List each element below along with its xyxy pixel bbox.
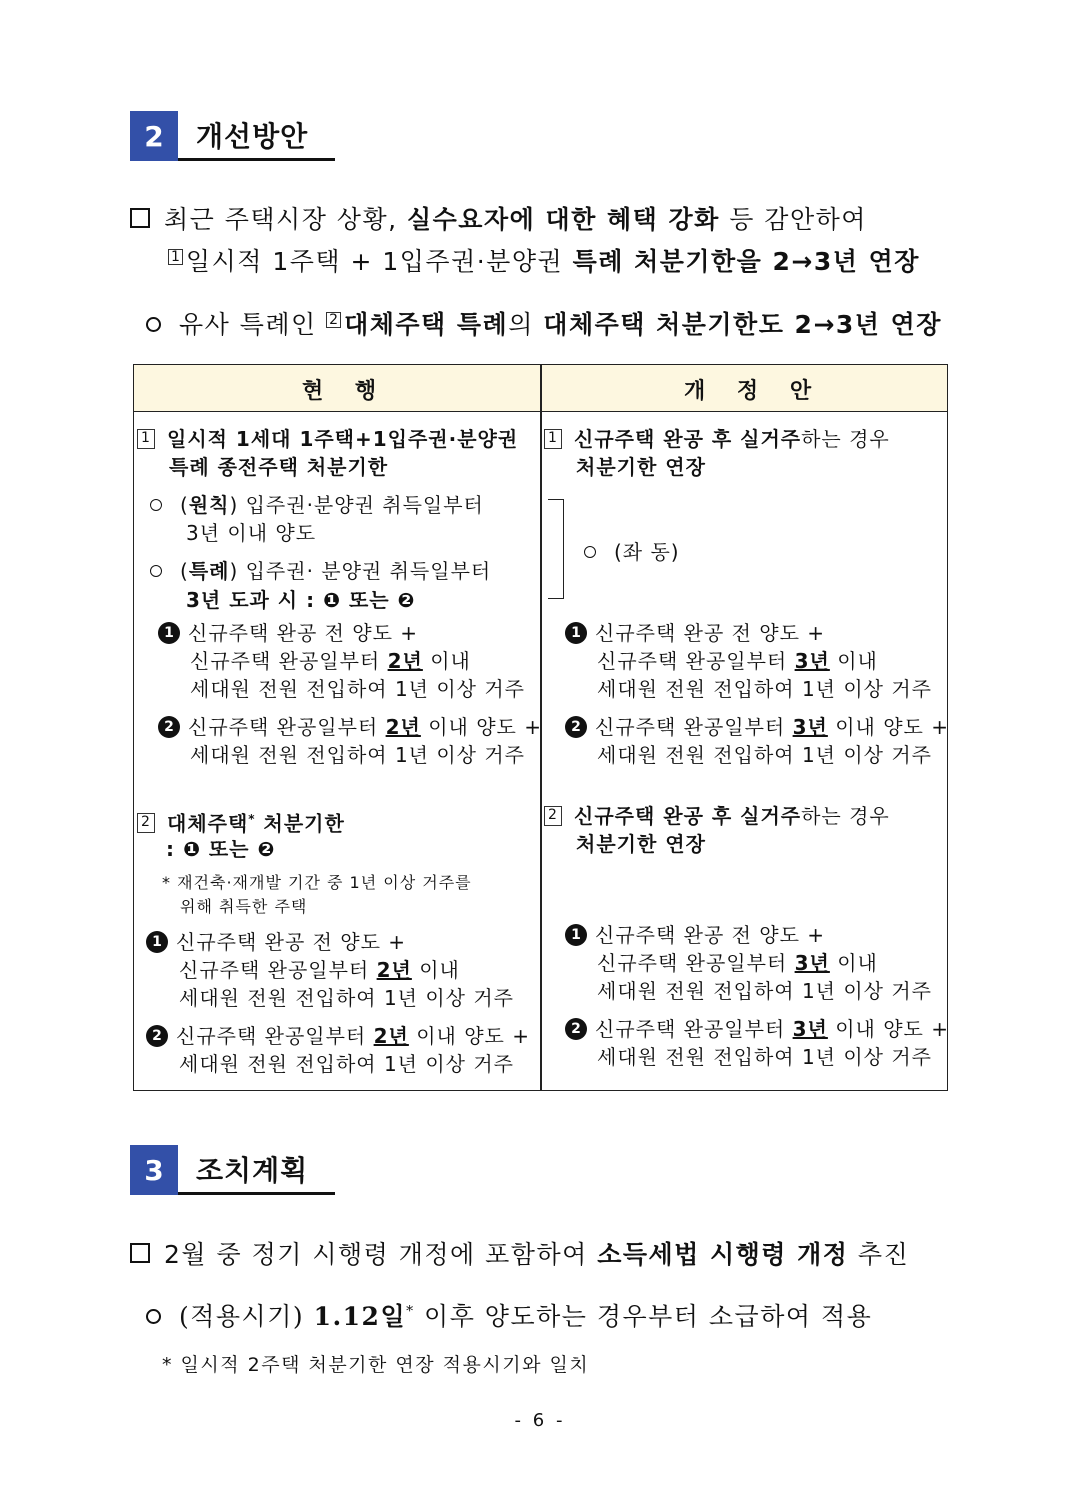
left1-case2-line-1: 2 신규주택 완공일부터 2년 이내 양도 +	[158, 713, 542, 741]
section-number-badge: 3	[130, 1145, 178, 1195]
left2-title-line-1: 2 대체주택* 처분기한	[137, 805, 345, 838]
left1-special-line-2: 3년 도과 시 : ❶ 또는 ❷	[186, 588, 416, 612]
left2-case2-line-2: 세대원 전원 전입하여 1년 이상 거주	[179, 1052, 514, 1076]
filled-number-1-icon: 1	[158, 622, 180, 644]
paragraph-1-line-2: 1 일시적 1주택 + 1입주권·분양권 특례 처분기한을 2→3년 연장	[168, 242, 920, 278]
left2-case1-line-3: 세대원 전원 전입하여 1년 이상 거주	[179, 986, 514, 1010]
left1-title-line-2: 특례 종전주택 처분기한	[169, 455, 389, 479]
right1-title-line-2: 처분기한 연장	[576, 455, 706, 479]
left2-case1-line-2: 신규주택 완공일부터 2년 이내	[179, 958, 460, 982]
right1-title-line-1: 1 신규주택 완공 후 실거주하는 경우	[544, 425, 890, 453]
left2-title-line-2: : ❶ 또는 ❷	[166, 837, 276, 861]
filled-number-2-icon: 2	[146, 1025, 168, 1047]
circle-bullet-icon	[146, 317, 161, 332]
square-bullet-icon	[130, 1243, 150, 1263]
right2-title-line-1: 2 신규주택 완공 후 실거주하는 경우	[544, 802, 890, 830]
left2-case2-line-1: 2 신규주택 완공일부터 2년 이내 양도 +	[146, 1022, 530, 1050]
section-number-badge: 2	[130, 111, 178, 161]
left1-case2-line-2: 세대원 전원 전입하여 1년 이상 거주	[190, 743, 525, 767]
circle-bullet-icon	[584, 546, 596, 558]
section-2-heading	[130, 111, 335, 161]
left2-footnote-line-2: 위해 취득한 주택	[180, 897, 308, 916]
square-bullet-icon	[130, 208, 150, 228]
right1-case1-line-2: 신규주택 완공일부터 3년 이내	[597, 649, 878, 673]
section-title: 개선방안	[196, 120, 309, 153]
left2-footnote-line-1: * 재건축·재개발 기간 중 1년 이상 거주를	[162, 873, 472, 892]
left1-case1-line-3: 세대원 전원 전입하여 1년 이상 거주	[190, 677, 525, 701]
paragraph-1-line-1: 최근 주택시장 상황, 실수요자에 대한 혜택 강화 등 감안하여	[130, 200, 867, 236]
left1-case1-line-2: 신규주택 완공일부터 2년 이내	[190, 649, 471, 673]
filled-number-1-icon: 1	[146, 931, 168, 953]
section-3-heading	[130, 1145, 335, 1195]
circle-bullet-icon	[150, 499, 162, 511]
circle-bullet-icon	[150, 565, 162, 577]
boxed-number-2: 2	[137, 813, 155, 833]
same-as-left-bracket	[548, 499, 564, 599]
right2-case1-line-1: 1 신규주택 완공 전 양도 +	[565, 921, 825, 949]
boxed-number-marker: 1	[168, 249, 183, 265]
right1-case1-line-3: 세대원 전원 전입하여 1년 이상 거주	[597, 677, 932, 701]
left1-case1-line-1: 1 신규주택 완공 전 양도 +	[158, 619, 418, 647]
left2-case1-line-1: 1 신규주택 완공 전 양도 +	[146, 928, 406, 956]
filled-number-2-icon: 2	[565, 716, 587, 738]
paragraph-4: (적용시기) 1.12일* 이후 양도하는 경우부터 소급하여 적용	[146, 1297, 872, 1333]
right2-case1-line-2: 신규주택 완공일부터 3년 이내	[597, 951, 878, 975]
right1-same-as-left: (좌 동)	[584, 538, 680, 566]
right1-case2-line-1: 2 신규주택 완공일부터 3년 이내 양도 +	[565, 713, 949, 741]
circle-bullet-icon	[146, 1309, 161, 1324]
paragraph-3: 2월 중 정기 시행령 개정에 포함하여 소득세법 시행령 개정 추진	[130, 1235, 909, 1271]
page-number: - 6 -	[514, 1410, 566, 1431]
footnote: * 일시적 2주택 처분기한 연장 적용시기와 일치	[162, 1354, 590, 1376]
boxed-number-1: 1	[137, 429, 155, 449]
boxed-number-marker: 2	[326, 312, 341, 328]
left1-principle-line-2: 3년 이내 양도	[186, 521, 317, 545]
paragraph-2: 유사 특례인 2 대체주택 특례의 대체주택 처분기한도 2→3년 연장	[146, 305, 942, 341]
filled-number-1-icon: 1	[565, 924, 587, 946]
right2-title-line-2: 처분기한 연장	[576, 832, 706, 856]
section-title: 조치계획	[196, 1154, 309, 1187]
left1-title-line-1: 1 일시적 1세대 1주택+1입주권·분양권	[137, 425, 518, 453]
right2-case1-line-3: 세대원 전원 전입하여 1년 이상 거주	[597, 979, 932, 1003]
header-proposed: 개 정 안	[684, 379, 824, 404]
boxed-number-1: 1	[544, 429, 562, 449]
boxed-number-2: 2	[544, 806, 562, 826]
header-current: 현 행	[302, 379, 389, 404]
right1-case1-line-1: 1 신규주택 완공 전 양도 +	[565, 619, 825, 647]
right2-case2-line-2: 세대원 전원 전입하여 1년 이상 거주	[597, 1045, 932, 1069]
filled-number-2-icon: 2	[565, 1018, 587, 1040]
left1-principle-line-1: (원칙) 입주권·분양권 취득일부터	[150, 491, 484, 519]
right2-case2-line-1: 2 신규주택 완공일부터 3년 이내 양도 +	[565, 1015, 949, 1043]
filled-number-2-icon: 2	[158, 716, 180, 738]
filled-number-1-icon: 1	[565, 622, 587, 644]
left1-special-line-1: (특례) 입주권· 분양권 취득일부터	[150, 557, 491, 585]
right1-case2-line-2: 세대원 전원 전입하여 1년 이상 거주	[597, 743, 932, 767]
